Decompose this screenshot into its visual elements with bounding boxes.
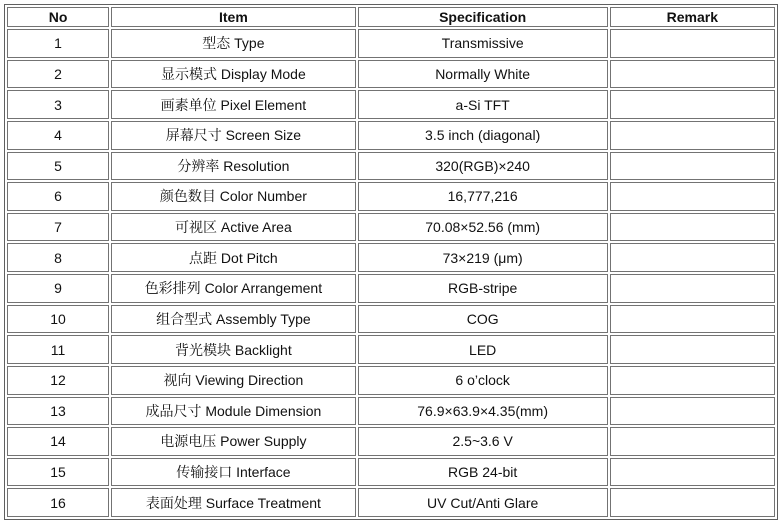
row-item-cell: 传输接口 Interface [111, 458, 356, 487]
row-remark-cell [610, 488, 775, 517]
row-specification-cell: 3.5 inch (diagonal) [358, 121, 608, 150]
row-item-cell: 表面处理 Surface Treatment [111, 488, 356, 517]
row-no-cell: 13 [7, 397, 109, 426]
row-specification-cell: Transmissive [358, 29, 608, 58]
table-row [7, 121, 775, 150]
row-specification-cell: UV Cut/Anti Glare [358, 488, 608, 517]
row-specification-cell: RGB-stripe [358, 274, 608, 303]
row-no-cell: 8 [7, 243, 109, 272]
row-remark-cell [610, 90, 775, 119]
header-item: Item [111, 7, 356, 27]
row-no-cell: 16 [7, 488, 109, 517]
row-item-cell: 型态 Type [111, 29, 356, 58]
table-row [7, 427, 775, 456]
row-specification-cell: 73×219 (μm) [358, 243, 608, 272]
row-no-cell: 1 [7, 29, 109, 58]
row-item-cell: 视向 Viewing Direction [111, 366, 356, 395]
table-row [7, 90, 775, 119]
row-specification-cell: RGB 24-bit [358, 458, 608, 487]
row-specification-cell: a-Si TFT [358, 90, 608, 119]
row-remark-cell [610, 366, 775, 395]
row-item-cell: 分辨率 Resolution [111, 152, 356, 181]
row-specification-cell: 2.5~3.6 V [358, 427, 608, 456]
table-row [7, 152, 775, 181]
table-row [7, 335, 775, 364]
table-row [7, 366, 775, 395]
row-no-cell: 14 [7, 427, 109, 456]
row-no-cell: 3 [7, 90, 109, 119]
row-item-cell: 点距 Dot Pitch [111, 243, 356, 272]
row-item-cell: 成品尺寸 Module Dimension [111, 397, 356, 426]
row-remark-cell [610, 152, 775, 181]
table-row [7, 274, 775, 303]
table-row [7, 458, 775, 487]
row-no-cell: 7 [7, 213, 109, 242]
row-no-cell: 9 [7, 274, 109, 303]
header-remark: Remark [610, 7, 775, 27]
row-remark-cell [610, 60, 775, 89]
row-no-cell: 5 [7, 152, 109, 181]
table-row [7, 213, 775, 242]
table-row [7, 60, 775, 89]
row-remark-cell [610, 29, 775, 58]
row-no-cell: 2 [7, 60, 109, 89]
table-row [7, 243, 775, 272]
row-remark-cell [610, 213, 775, 242]
table-row [7, 397, 775, 426]
row-remark-cell [610, 335, 775, 364]
specification-table-container [4, 4, 778, 520]
table-row [7, 182, 775, 211]
table-row [7, 29, 775, 58]
header-no: No [7, 7, 109, 27]
row-remark-cell [610, 458, 775, 487]
row-remark-cell [610, 243, 775, 272]
header-specification: Specification [358, 7, 608, 27]
row-specification-cell: 16,777,216 [358, 182, 608, 211]
row-specification-cell: LED [358, 335, 608, 364]
row-item-cell: 可视区 Active Area [111, 213, 356, 242]
row-item-cell: 电源电压 Power Supply [111, 427, 356, 456]
row-specification-cell: 70.08×52.56 (mm) [358, 213, 608, 242]
row-remark-cell [610, 182, 775, 211]
row-item-cell: 颜色数目 Color Number [111, 182, 356, 211]
row-no-cell: 6 [7, 182, 109, 211]
row-remark-cell [610, 397, 775, 426]
row-specification-cell: Normally White [358, 60, 608, 89]
row-remark-cell [610, 274, 775, 303]
row-specification-cell: COG [358, 305, 608, 334]
row-specification-cell: 76.9×63.9×4.35(mm) [358, 397, 608, 426]
row-item-cell: 显示模式 Display Mode [111, 60, 356, 89]
row-item-cell: 色彩排列 Color Arrangement [111, 274, 356, 303]
row-item-cell: 画素单位 Pixel Element [111, 90, 356, 119]
row-specification-cell: 320(RGB)×240 [358, 152, 608, 181]
row-remark-cell [610, 427, 775, 456]
header-row [7, 7, 775, 27]
row-item-cell: 屏幕尺寸 Screen Size [111, 121, 356, 150]
row-item-cell: 背光模块 Backlight [111, 335, 356, 364]
specification-table [4, 4, 778, 520]
row-remark-cell [610, 121, 775, 150]
row-remark-cell [610, 305, 775, 334]
table-row [7, 488, 775, 517]
row-no-cell: 4 [7, 121, 109, 150]
row-no-cell: 11 [7, 335, 109, 364]
row-no-cell: 10 [7, 305, 109, 334]
row-no-cell: 15 [7, 458, 109, 487]
table-row [7, 305, 775, 334]
row-specification-cell: 6 o’clock [358, 366, 608, 395]
row-item-cell: 组合型式 Assembly Type [111, 305, 356, 334]
row-no-cell: 12 [7, 366, 109, 395]
